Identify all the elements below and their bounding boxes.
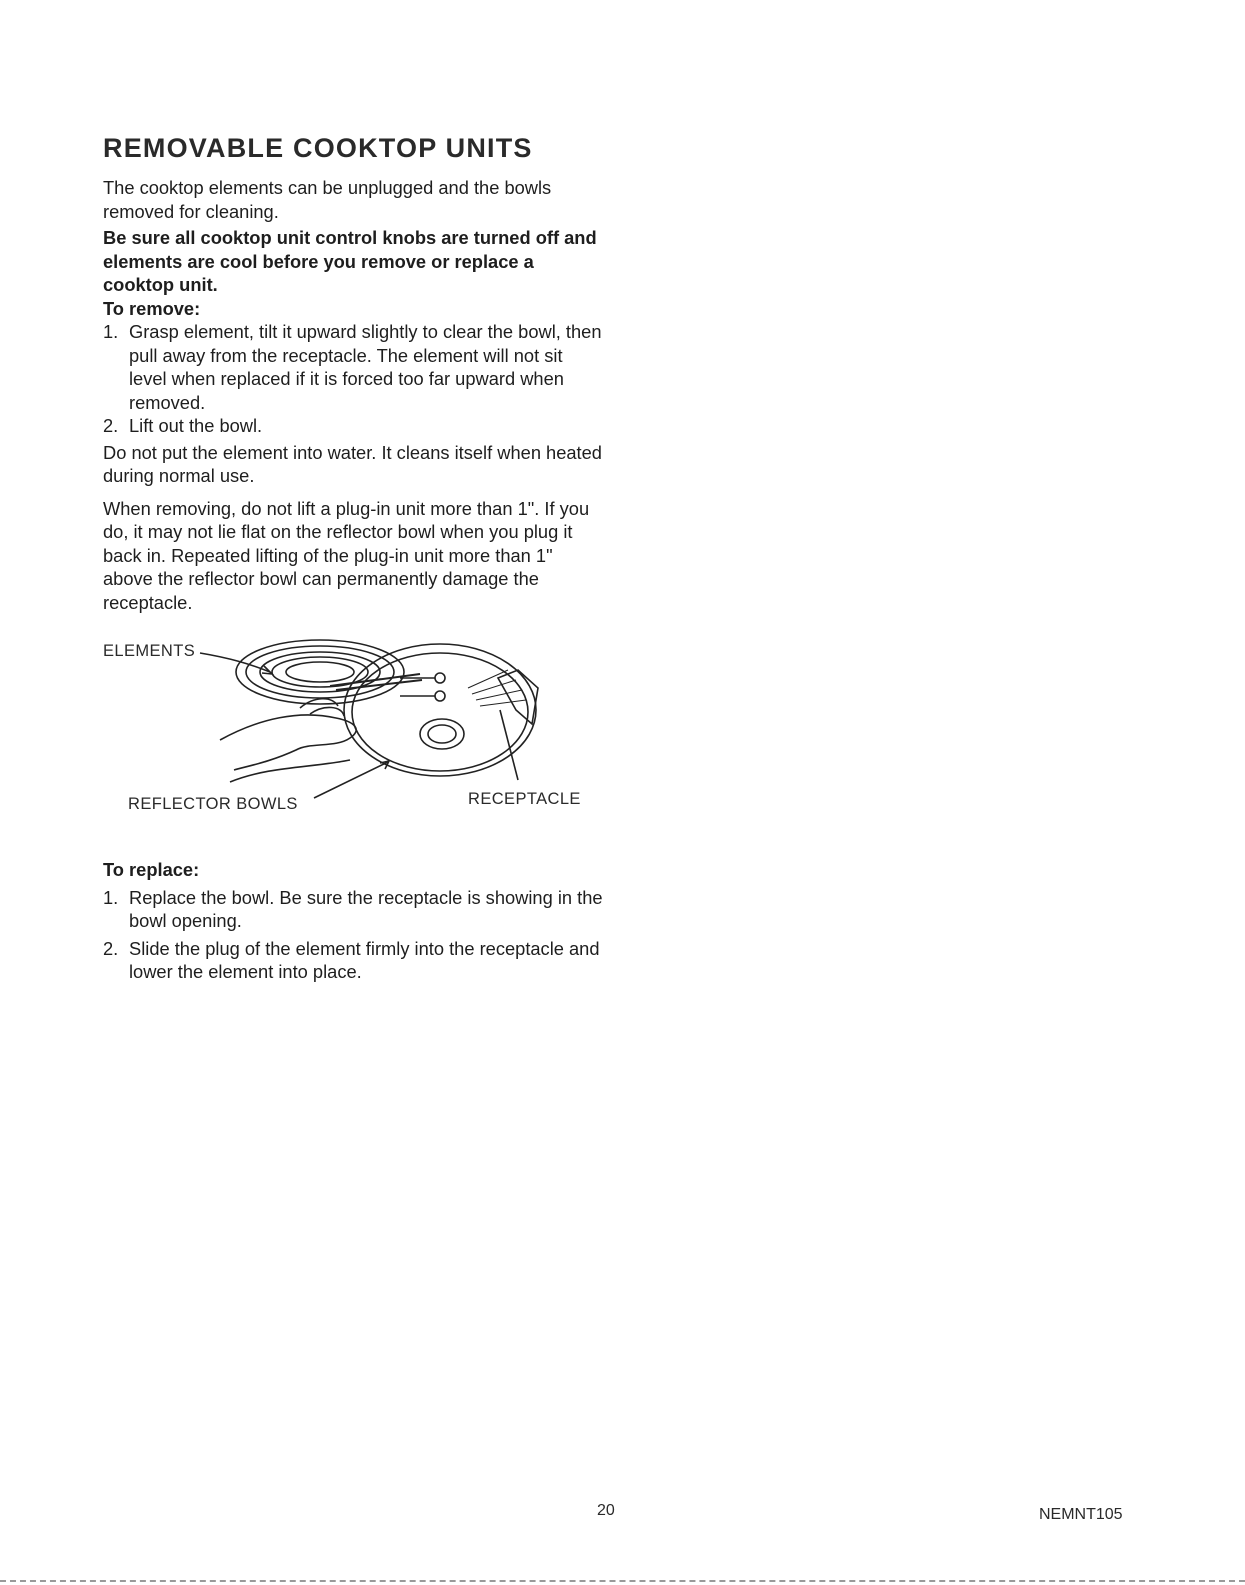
bowl-center-opening	[420, 719, 464, 749]
page-bottom-rule	[0, 1580, 1245, 1582]
step-number: 1.	[103, 886, 119, 908]
water-note: Do not put the element into water. It cleans itself when heated during normal use.	[103, 441, 602, 486]
bowls-leader-line	[314, 762, 388, 798]
remove-heading: To remove:	[103, 297, 201, 319]
step-text: Lift out the bowl.	[129, 415, 263, 436]
intro-paragraph: The cooktop elements can be unplugged and the bowls removed for cleaning.	[103, 177, 552, 222]
safety-warning: Be sure all cooktop unit control knobs are turned off and elements are cool before you remove or replace a cooktop unit.	[103, 227, 597, 295]
replace-heading: To replace:	[103, 859, 200, 880]
step-number: 1.	[103, 321, 119, 342]
page-number: 20	[597, 1502, 615, 1519]
step-text: Replace the bowl. Be sure the receptacle is showing in the bowl opening.	[129, 886, 603, 931]
remove-section	[103, 176, 603, 614]
step-number: 2.	[103, 937, 119, 959]
elements-leader-line	[200, 653, 270, 672]
receptacle-shape	[498, 670, 538, 724]
page-title: REMOVABLE COOKTOP UNITS	[103, 133, 533, 163]
step-text: Slide the plug of the element firmly into the receptacle and lower the element into place.	[129, 937, 600, 982]
remove-step-1	[103, 320, 603, 414]
step-number: 2.	[103, 415, 119, 436]
replace-section	[103, 858, 603, 984]
heating-element-coil	[236, 640, 404, 704]
receptacle-leader-line	[500, 710, 518, 780]
step-text: Grasp element, tilt it upward slightly to clear the bowl, then pull away from the receptacle. The element will not sit level when replaced if it is forced too far upward when removed.	[129, 321, 602, 413]
lift-caution: When removing, do not lift a plug-in unit more than 1". If you do, it may not lie flat on the reflector bowl when you plug it back in. Repeated lifting of the plug-in unit more than 1" above the reflector bowl can permanently damage the receptacle.	[103, 497, 590, 613]
document-code: NEMNT105	[1039, 1506, 1123, 1523]
label-reflector-bowls: REFLECTOR BOWLS	[128, 795, 298, 813]
replace-step-2	[103, 937, 603, 984]
label-receptacle: RECEPTACLE	[468, 790, 581, 808]
label-elements: ELEMENTS	[103, 642, 196, 660]
replace-step-1	[103, 886, 603, 933]
remove-step-2	[103, 414, 603, 438]
reflector-bowl-outline	[344, 644, 536, 776]
